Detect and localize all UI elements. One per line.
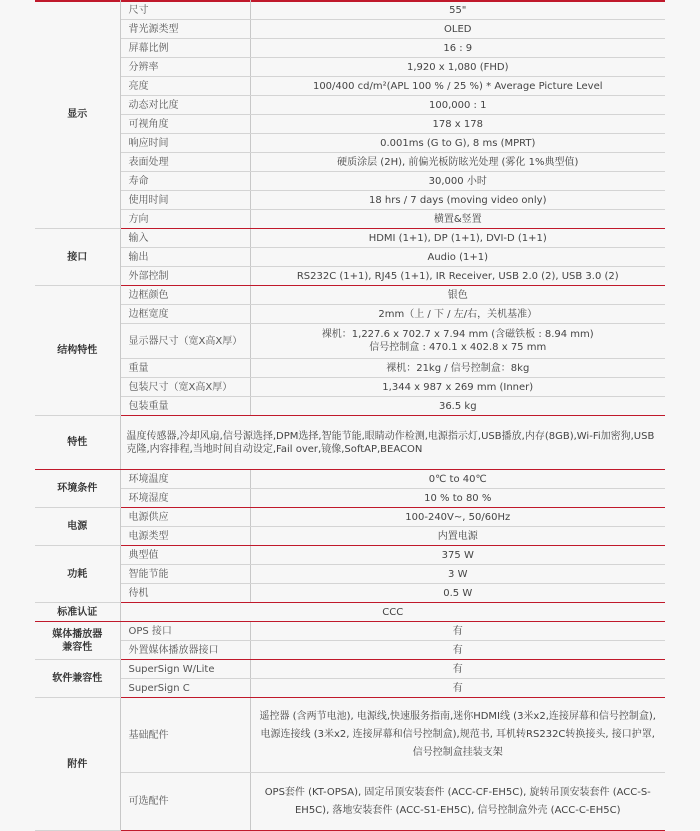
spec-value: RS232C (1+1), RJ45 (1+1), IR Receiver, USB 2.0 (2), USB 3.0 (2)	[250, 267, 665, 286]
spec-value: 16 : 9	[250, 39, 665, 58]
spec-label: 重量	[120, 359, 250, 378]
spec-label: 环境温度	[120, 470, 250, 489]
spec-row	[35, 622, 665, 641]
spec-label: 外置媒体播放器接口	[120, 641, 250, 660]
spec-label: 包装重量	[120, 397, 250, 416]
spec-row	[35, 267, 665, 286]
spec-label: 可选配件	[120, 773, 250, 831]
section-category: 显示	[35, 1, 120, 229]
spec-row	[35, 546, 665, 565]
spec-row	[35, 305, 665, 324]
spec-value: 横置&竖置	[250, 210, 665, 229]
spec-row	[35, 584, 665, 603]
spec-label: 电源类型	[120, 527, 250, 546]
spec-row	[35, 153, 665, 172]
spec-row	[35, 489, 665, 508]
spec-value: 100,000 : 1	[250, 96, 665, 115]
spec-label: 包装尺寸（宽X高X厚）	[120, 378, 250, 397]
spec-label: 使用时间	[120, 191, 250, 210]
spec-row	[35, 359, 665, 378]
section-category: 标准认证	[35, 603, 120, 622]
spec-row	[35, 660, 665, 679]
spec-table	[35, 0, 665, 831]
section-category: 特性	[35, 416, 120, 470]
spec-row	[35, 1, 665, 20]
spec-value: 100-240V~, 50/60Hz	[250, 508, 665, 527]
section-category: 环境条件	[35, 470, 120, 508]
spec-label: 响应时间	[120, 134, 250, 153]
spec-value: 36.5 kg	[250, 397, 665, 416]
spec-row	[35, 77, 665, 96]
spec-row	[35, 698, 665, 773]
spec-row	[35, 172, 665, 191]
spec-value: 内置电源	[250, 527, 665, 546]
spec-row	[35, 527, 665, 546]
spec-value: 有	[250, 622, 665, 641]
spec-label: 典型值	[120, 546, 250, 565]
spec-label: 显示器尺寸（宽X高X厚）	[120, 324, 250, 359]
spec-value: 100/400 cd/m²(APL 100 % / 25 %) * Average Picture Level	[250, 77, 665, 96]
spec-label: 寿命	[120, 172, 250, 191]
spec-row	[35, 58, 665, 77]
spec-row	[35, 191, 665, 210]
spec-row	[35, 96, 665, 115]
spec-label: 可视角度	[120, 115, 250, 134]
spec-label: 智能节能	[120, 565, 250, 584]
spec-row	[35, 378, 665, 397]
spec-row	[35, 397, 665, 416]
spec-row	[35, 641, 665, 660]
spec-value: 1,344 x 987 x 269 mm (Inner)	[250, 378, 665, 397]
spec-label: 基础配件	[120, 698, 250, 773]
spec-value: 有	[250, 641, 665, 660]
section-category: 附件	[35, 698, 120, 831]
spec-row	[35, 565, 665, 584]
spec-row	[35, 324, 665, 359]
spec-value: 55"	[250, 1, 665, 20]
spec-row	[35, 248, 665, 267]
spec-value: 银色	[250, 286, 665, 305]
spec-value: 有	[250, 679, 665, 698]
spec-value: 裸机：1,227.6 x 702.7 x 7.94 mm (含磁铁板 : 8.94 mm) 信号控制盒 : 470.1 x 402.8 x 75 mm	[250, 324, 665, 359]
spec-row	[35, 134, 665, 153]
spec-row	[35, 470, 665, 489]
spec-row	[35, 679, 665, 698]
spec-label: 环境湿度	[120, 489, 250, 508]
spec-value: 3 W	[250, 565, 665, 584]
spec-value: 裸机：21kg / 信号控制盒：8kg	[250, 359, 665, 378]
spec-label: 尺寸	[120, 1, 250, 20]
spec-label: 表面处理	[120, 153, 250, 172]
spec-value: Audio (1+1)	[250, 248, 665, 267]
spec-row	[35, 229, 665, 248]
spec-label: 背光源类型	[120, 20, 250, 39]
spec-value: 温度传感器,冷却风扇,信号源选择,DPM选择,智能节能,眼睛动作检测,电源指示灯,USB播放,内存(8GB),Wi-Fi加密狗,USB克隆,内容排程,当地时间自动设定,Fail over,镜像,SoftAP,BEACON	[120, 416, 665, 470]
spec-value: HDMI (1+1), DP (1+1), DVI-D (1+1)	[250, 229, 665, 248]
spec-row	[35, 508, 665, 527]
spec-label: 动态对比度	[120, 96, 250, 115]
spec-value: 178 x 178	[250, 115, 665, 134]
section-category: 结构特性	[35, 286, 120, 416]
spec-value: 硬质涂层 (2H), 前偏光板防眩光处理 (雾化 1%典型值)	[250, 153, 665, 172]
section-category: 接口	[35, 229, 120, 286]
section-category: 媒体播放器 兼容性	[35, 622, 120, 660]
section-category: 软件兼容性	[35, 660, 120, 698]
spec-value: 有	[250, 660, 665, 679]
spec-label: SuperSign C	[120, 679, 250, 698]
spec-value: 375 W	[250, 546, 665, 565]
section-category: 电源	[35, 508, 120, 546]
spec-row	[35, 115, 665, 134]
spec-row	[35, 20, 665, 39]
spec-label: 屏幕比例	[120, 39, 250, 58]
spec-label: 方向	[120, 210, 250, 229]
spec-label: OPS 接口	[120, 622, 250, 641]
spec-value: OLED	[250, 20, 665, 39]
spec-value: 18 hrs / 7 days (moving video only)	[250, 191, 665, 210]
spec-value: 2mm（上 / 下 / 左/右，关机基准）	[250, 305, 665, 324]
spec-value: 遥控器 (含两节电池), 电源线,快速服务指南,迷你HDMI线 (3米x2,连接屏幕和信号控制盒),电源连接线 (3米x2, 连接屏幕和信号控制盒),规范书, 耳机转RS232C转换接头, 接口护罩, 信号控制盒挂装支架	[250, 698, 665, 773]
spec-row	[35, 416, 665, 470]
spec-row	[35, 210, 665, 229]
spec-label: 输入	[120, 229, 250, 248]
section-category: 功耗	[35, 546, 120, 603]
spec-label: 待机	[120, 584, 250, 603]
spec-label: 电源供应	[120, 508, 250, 527]
spec-row	[35, 39, 665, 58]
spec-label: 外部控制	[120, 267, 250, 286]
spec-value: 0.001ms (G to G), 8 ms (MPRT)	[250, 134, 665, 153]
spec-row	[35, 286, 665, 305]
spec-label: 输出	[120, 248, 250, 267]
spec-row	[35, 773, 665, 831]
spec-row	[35, 603, 665, 622]
spec-value: 10 % to 80 %	[250, 489, 665, 508]
spec-value: 30,000 小时	[250, 172, 665, 191]
spec-value: 0.5 W	[250, 584, 665, 603]
spec-value: 1,920 x 1,080 (FHD)	[250, 58, 665, 77]
spec-value: OPS套件 (KT-OPSA), 固定吊顶安装套件 (ACC-CF-EH5C), 旋转吊顶安装套件 (ACC-S-EH5C), 落地安装套件 (ACC-S1-EH5C), 信号控制盒外壳 (ACC-C-EH5C)	[250, 773, 665, 831]
spec-value: 0℃ to 40℃	[250, 470, 665, 489]
spec-label: 边框颜色	[120, 286, 250, 305]
spec-label: 分辨率	[120, 58, 250, 77]
spec-label: 边框宽度	[120, 305, 250, 324]
spec-label: SuperSign W/Lite	[120, 660, 250, 679]
spec-value: CCC	[120, 603, 665, 622]
spec-label: 亮度	[120, 77, 250, 96]
